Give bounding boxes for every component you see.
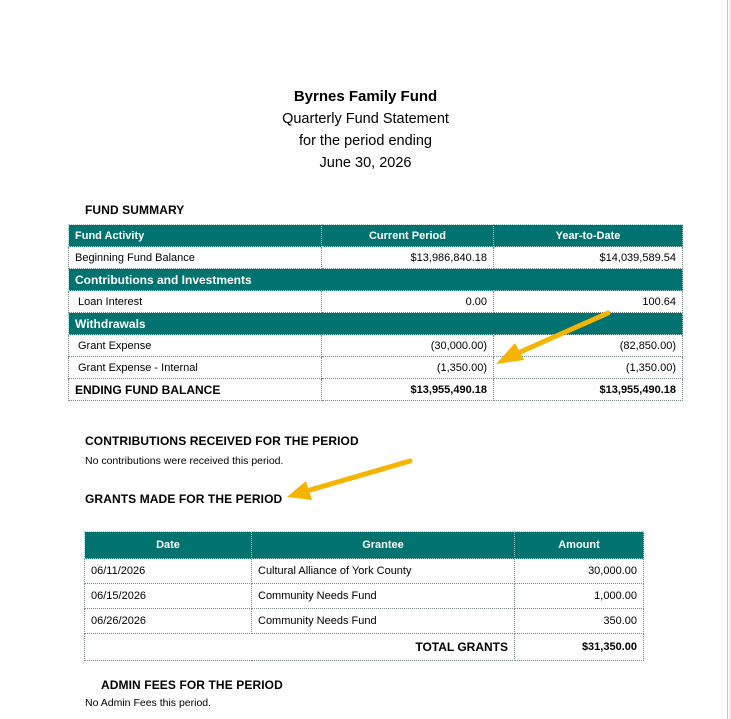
col-year-to-date: Year-to-Date [494,225,683,247]
contributions-note: No contributions were received this period. [85,455,284,467]
contributions-section-title: CONTRIBUTIONS RECEIVED FOR THE PERIOD [85,434,359,448]
grant-grantee: Community Needs Fund [252,584,515,609]
grant-expense-internal-label: Grant Expense - Internal [69,357,322,379]
beginning-balance-label: Beginning Fund Balance [69,247,322,269]
grant-date: 06/11/2026 [85,559,252,584]
col-current-period: Current Period [322,225,494,247]
ending-balance-ytd: $13,955,490.18 [494,379,683,401]
beginning-balance-ytd: $14,039,589.54 [494,247,683,269]
grant-expense-internal-current: (1,350.00) [322,357,494,379]
withdrawals-header: Withdrawals [69,313,683,335]
total-grants-label: TOTAL GRANTS [85,634,515,661]
annotation-arrow-grant-expense [496,313,608,364]
grant-date: 06/26/2026 [85,609,252,634]
contributions-header: Contributions and Investments [69,269,683,291]
grant-expense-label: Grant Expense [69,335,322,357]
col-amount: Amount [515,532,644,559]
grant-date: 06/15/2026 [85,584,252,609]
fund-summary-title: FUND SUMMARY [85,203,185,217]
statement-title: Quarterly Fund Statement [282,111,449,127]
grants-section-title: GRANTS MADE FOR THE PERIOD [85,492,283,506]
loan-interest-ytd: 100.64 [494,291,683,313]
ending-balance-current: $13,955,490.18 [322,379,494,401]
grant-expense-internal-ytd: (1,350.00) [494,357,683,379]
ending-balance-label: ENDING FUND BALANCE [69,379,322,401]
total-grants-amount: $31,350.00 [515,634,644,661]
grant-amount: 30,000.00 [515,559,644,584]
period-prefix: for the period ending [298,133,432,149]
grant-grantee: Community Needs Fund [252,609,515,634]
admin-fees-note: No Admin Fees this period. [85,697,212,709]
grant-expense-ytd: (82,850.00) [494,335,683,357]
beginning-balance-current: $13,986,840.18 [322,247,494,269]
col-grantee: Grantee [252,532,515,559]
fund-name: Byrnes Family Fund [293,88,438,105]
grant-amount: 1,000.00 [515,584,644,609]
loan-interest-label: Loan Interest [69,291,322,313]
period-date: June 30, 2026 [319,155,412,171]
annotation-arrow-grants-made [287,461,410,500]
grant-amount: 350.00 [515,609,644,634]
col-fund-activity: Fund Activity [69,225,322,247]
col-date: Date [85,532,252,559]
grant-expense-current: (30,000.00) [322,335,494,357]
admin-fees-title: ADMIN FEES FOR THE PERIOD [101,678,283,692]
grant-grantee: Cultural Alliance of York County [252,559,515,584]
loan-interest-current: 0.00 [322,291,494,313]
